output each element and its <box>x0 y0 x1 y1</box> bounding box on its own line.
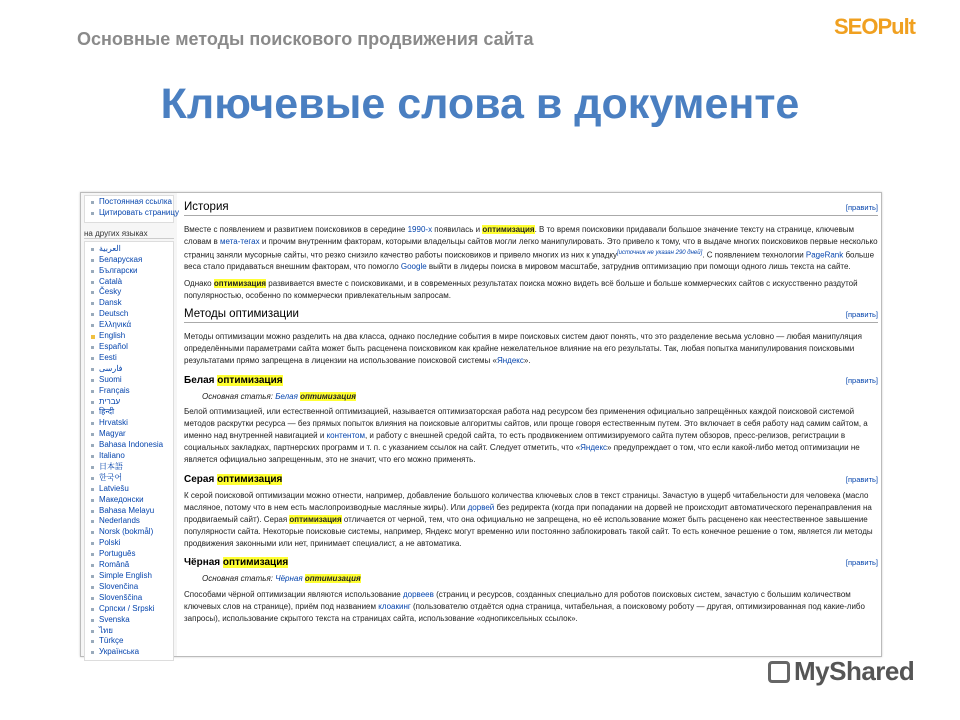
text-run: и прочим внутренним факторам, которыми владельцы сайтов могли легко манипулировать. Это привело к тому, что в выдаче многих поисковиков первые несколько страниц заняли мусорные сайты, что резко снизило качество работы поисковиков и привело многих из них к упадку <box>184 236 878 260</box>
language-link[interactable]: Română <box>87 560 171 571</box>
language-link[interactable]: Português <box>87 549 171 560</box>
language-link[interactable]: Македонски <box>87 495 171 506</box>
main-article-note <box>184 573 878 585</box>
watermark-text: MyShared <box>794 656 915 686</box>
section-title <box>184 309 299 321</box>
text-run: Чёрная <box>184 557 223 569</box>
language-link[interactable]: हिन्दी <box>87 407 171 418</box>
language-link[interactable]: Bahasa Melayu <box>87 506 171 517</box>
language-link[interactable]: Slovenčina <box>87 582 171 593</box>
language-link[interactable]: Latviešu <box>87 484 171 495</box>
section-heading <box>184 200 878 216</box>
text-run: появилась и <box>432 224 483 234</box>
language-link[interactable]: فارسی <box>87 364 171 375</box>
slide-subtitle: Основные методы поискового продвижения сайта <box>77 29 534 49</box>
cite-page-link[interactable]: Цитировать страницу <box>87 208 171 219</box>
language-link[interactable]: Česky <box>87 287 171 298</box>
text-run: Методы оптимизации <box>184 308 299 320</box>
language-link[interactable]: עברית <box>87 397 171 408</box>
edit-section-link[interactable]: [править] <box>845 310 878 319</box>
main-article-note <box>184 391 878 403</box>
language-link[interactable]: Türkçe <box>87 636 171 647</box>
article-link[interactable]: Яндекс <box>580 443 608 453</box>
article-link[interactable]: PageRank <box>805 250 844 260</box>
text-run: Серая <box>184 473 218 485</box>
article-link[interactable]: 1990-х <box>407 224 433 234</box>
text-run: . С появлением технологии <box>702 250 806 260</box>
language-link[interactable]: Slovenščina <box>87 593 171 604</box>
text-run: Белая <box>184 374 218 386</box>
language-link[interactable]: Italiano <box>87 451 171 462</box>
toolbox <box>84 195 179 223</box>
paragraph <box>184 589 878 625</box>
permalink-link[interactable]: Постоянная ссылка <box>87 197 171 208</box>
text-run: ». <box>523 355 531 365</box>
wikipedia-screenshot <box>80 192 882 657</box>
language-list <box>84 241 174 661</box>
myshared-logo-icon <box>768 661 790 683</box>
language-link[interactable]: Nederlands <box>87 516 171 527</box>
language-link[interactable]: Hrvatski <box>87 418 171 429</box>
section-heading <box>184 307 878 323</box>
paragraph <box>184 490 878 550</box>
text-run: Однако <box>184 279 214 289</box>
language-link[interactable]: Bahasa Indonesia <box>87 440 171 451</box>
text-run: развивается вместе с поисковиками, и в современных результатах поиска можно видеть всё больше и больше коммерческих сайтов с искусственно раздутой популярностью, особенно по коммерчески привлекательным запросам. <box>184 279 858 301</box>
language-link[interactable]: Polski <box>87 538 171 549</box>
text-run: (страниц и ресурсов, созданных специально для роботов поисковых систем, зачастую с большим количеством ключевых слов на странице), приём под названием <box>184 590 851 612</box>
language-link[interactable]: Српски / Srpski <box>87 604 171 615</box>
section-title <box>184 474 282 486</box>
language-link[interactable]: العربية <box>87 244 171 255</box>
section-title <box>184 375 283 387</box>
language-link[interactable]: English <box>87 331 171 342</box>
text-run: Основная статья: <box>202 574 276 584</box>
article-link[interactable]: Чёрная <box>275 574 305 584</box>
text-run: , и работу с внешней средой сайта, то есть продвижением оптимизируемого сайта путем обзоров, пресс-релизов, регистрации в социальных закладках, партнерских программ и т. п. с указанием ссылок на сайт. Следует отметить, что « <box>184 431 846 453</box>
text-run: больше веса стало придаваться внешним факторам, что помогло <box>184 250 875 272</box>
language-link[interactable]: Ελληνικά <box>87 320 171 331</box>
text-run: выйти в лидеры поиска в мировом масштабе, затруднив оптимизацию при помощи одного лишь текста на сайте. <box>426 262 851 272</box>
article-link[interactable]: дорвеев <box>402 590 434 600</box>
edit-section-link[interactable]: [править] <box>845 474 878 484</box>
language-link[interactable]: Eesti <box>87 353 171 364</box>
section-title <box>184 557 288 569</box>
language-link[interactable]: ไทย <box>87 626 171 637</box>
myshared-watermark <box>768 656 914 687</box>
language-link[interactable]: Español <box>87 342 171 353</box>
text-run: Белой оптимизацией, или естественной оптимизацией, называется оптимизаторская работа над ресурсом без применения официально запрещённых каждой поисковой системой методов раскрутки ресурса — без прямых попыток влияния на поисковые алгоритмы сайтов, или проще говоря естественным путем. Это включает в себя работу над самим сайтом, а именно над внутренней навигацией и <box>184 407 868 441</box>
section-heading <box>184 375 878 387</box>
language-link[interactable]: Simple English <box>87 571 171 582</box>
paragraph <box>184 278 878 302</box>
text-run: К серой поисковой оптимизации можно отнести, например, добавление большого количества ключевых слов в текст страницы. Зачастую в ущерб читабельности для человека (масло масляное, потому что в нем есть маслопроизводные масляные жиры). Или <box>184 490 869 512</box>
language-link[interactable]: 日本語 <box>87 462 171 473</box>
languages-heading: на других языках <box>84 229 174 239</box>
article-link[interactable]: контентом <box>326 431 365 441</box>
text-run: (пользователю отдаётся одна страница, читабельная, а поисковому роботу — другая, оптимизированная под какие-либо запросы), использование скрытого текста на страницах сайта, использование «однопиксельных ссылок». <box>184 602 865 624</box>
paragraph <box>184 331 878 367</box>
article-link[interactable]: мета-тегах <box>220 236 260 246</box>
article-link[interactable]: Белая <box>275 391 301 401</box>
paragraph <box>184 406 878 466</box>
highlighted-keyword: оптимизация <box>482 224 535 234</box>
text-run: . В то время поисковики придавали большое значение тексту на странице, ключевым словам в <box>184 224 855 246</box>
citation-needed-note[interactable]: [источник не указан 290 дней] <box>617 249 703 256</box>
paragraph <box>184 224 878 273</box>
text-run: Способами чёрной оптимизации являются использование <box>184 590 403 600</box>
language-link[interactable]: Français <box>87 386 171 397</box>
language-link[interactable]: Deutsch <box>87 309 171 320</box>
edit-section-link[interactable]: [править] <box>845 558 878 568</box>
slide-title: Ключевые слова в документе <box>160 80 800 128</box>
article-link[interactable]: Яндекс <box>496 355 524 365</box>
highlighted-keyword: оптимизация <box>222 557 289 569</box>
wiki-sidebar <box>81 193 177 656</box>
text-run: без редиректа (когда при попадании на дорвей не происходит автоматического перенаправления на продвигаемый сайт). Серая <box>184 502 872 524</box>
text-run: История <box>184 201 229 213</box>
section-heading <box>184 474 878 486</box>
edit-section-link[interactable]: [править] <box>845 203 878 212</box>
language-link[interactable]: Български <box>87 266 171 277</box>
language-link[interactable]: Беларуская <box>87 255 171 266</box>
seopult-logo: SEOPult <box>834 14 916 39</box>
text-run: Методы оптимизации можно разделить на два класса, однако последние события в мире поисковых систем дают понять, что это разделение весьма условно — любая манипуляция определёнными параметрами сайта может быть расценена поисковиком как крайне нежелательное влияние на его результаты. Так, любая попытка манипулирования поисковыми результатами прямо запрещена в лицензии на использование поисковой системы « <box>184 331 862 365</box>
language-link[interactable]: Українська <box>87 647 171 658</box>
language-link[interactable]: Català <box>87 277 171 288</box>
text-run: отличается от черной, тем, что она официально не запрещена, но её использование может быть расценено как неестественное завышение популярности сайта. Некоторые поисковые системы, например, Яндекс могут временно или постоянно заблокировать такой сайт. То есть конечное решение о том, является ли методы продвижения законными или нет, принимает специалист, а не автоматика. <box>184 514 873 548</box>
edit-section-link[interactable]: [править] <box>845 375 878 385</box>
language-link[interactable]: Svenska <box>87 615 171 626</box>
highlighted-keyword: оптимизация <box>217 473 283 485</box>
section-heading <box>184 557 878 569</box>
article-link[interactable]: клоакинг <box>378 602 411 612</box>
section-title <box>184 202 229 214</box>
language-link[interactable]: Dansk <box>87 298 171 309</box>
highlighted-keyword: оптимизация <box>213 279 267 289</box>
highlighted-keyword: оптимизация <box>217 374 283 386</box>
highlighted-keyword: оптимизация <box>289 514 342 524</box>
article-content <box>184 199 878 630</box>
language-link[interactable]: Magyar <box>87 429 171 440</box>
language-link[interactable]: Suomi <box>87 375 171 386</box>
language-link[interactable]: Norsk (bokmål) <box>87 527 171 538</box>
highlighted-keyword: оптимизация <box>304 574 361 584</box>
article-link[interactable]: Google <box>400 262 427 272</box>
text-run: » предупреждает о том, что если какой-либо метод оптимизации не является официально запрещенным, это не значит, что его можно применять. <box>184 443 860 465</box>
text-run: Основная статья: <box>202 391 276 401</box>
highlighted-keyword: оптимизация <box>300 391 356 401</box>
language-link[interactable]: 한국어 <box>87 473 171 484</box>
article-link[interactable]: дорвей <box>467 502 495 512</box>
text-run: Вместе с появлением и развитием поисковиков в середине <box>184 224 408 234</box>
